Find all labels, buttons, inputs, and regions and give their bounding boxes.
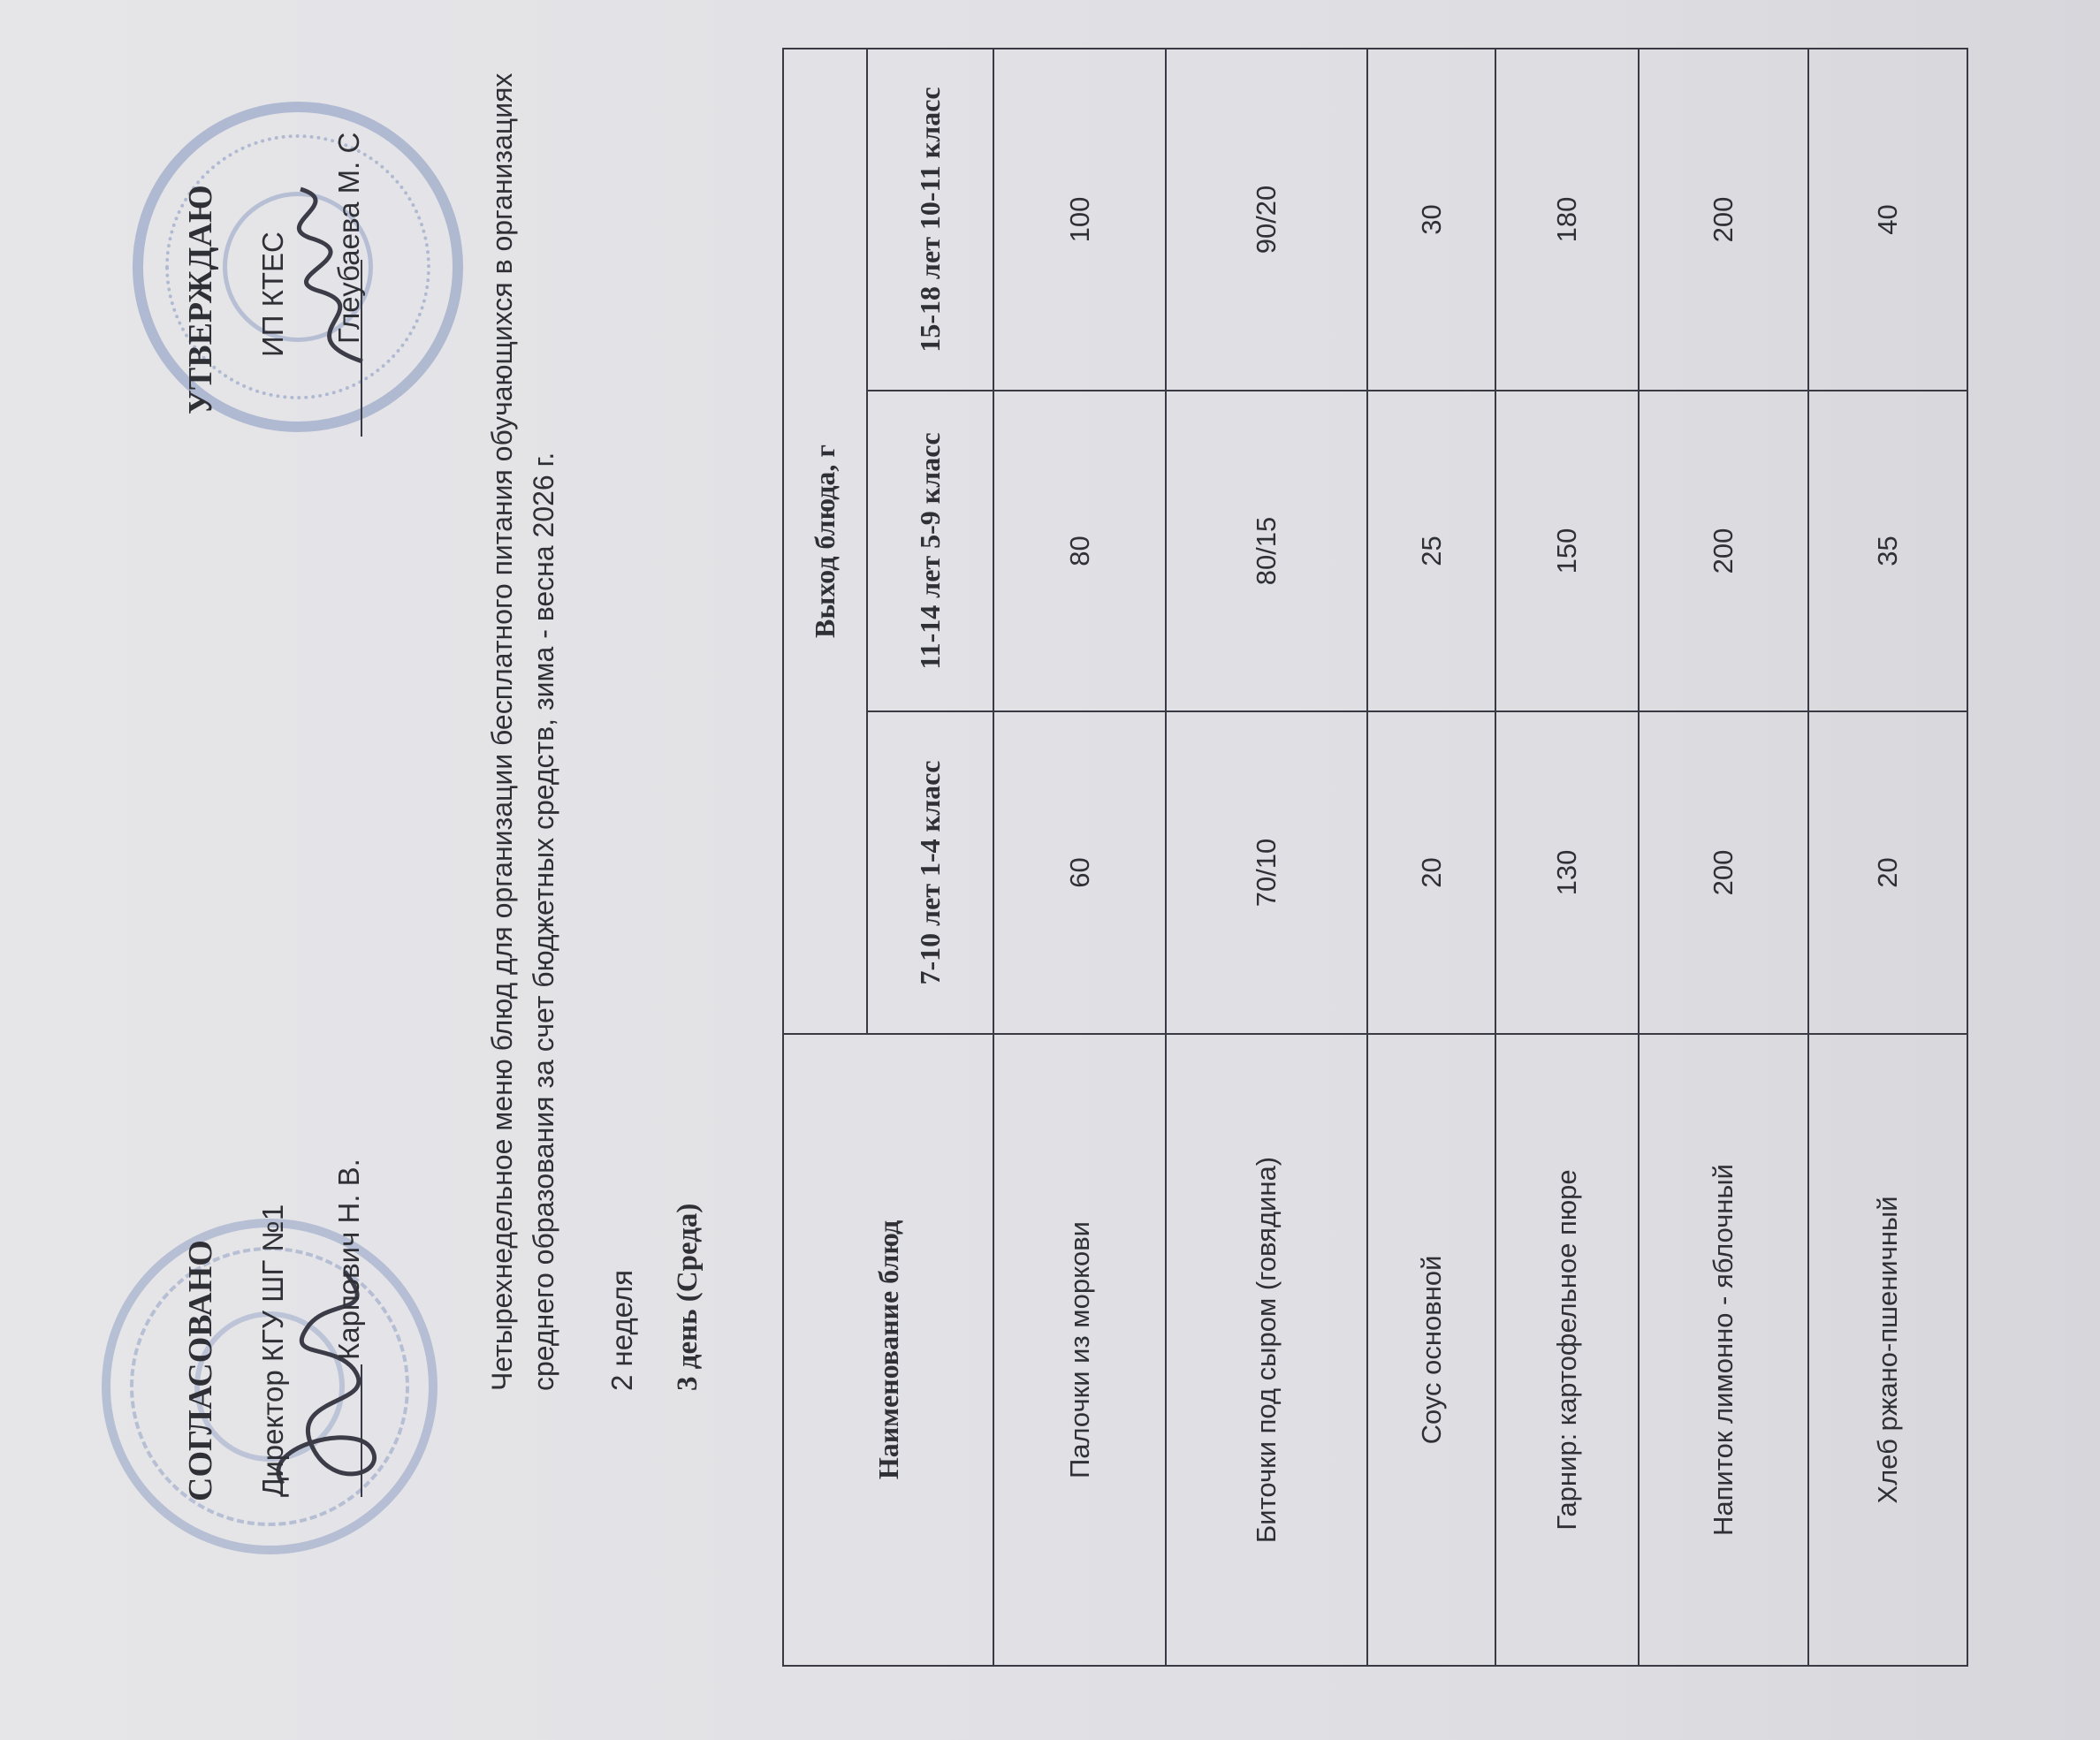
dish-name: Гарнир: картофельное пюре <box>1495 1034 1639 1666</box>
yield-value: 70/10 <box>1166 711 1367 1034</box>
table-row <box>1166 49 1367 1666</box>
yield-value: 60 <box>993 711 1166 1034</box>
agreed-signature-line <box>361 1364 362 1497</box>
table-row <box>993 49 1166 1666</box>
agreed-name: Карпович Н. В. <box>332 1159 365 1360</box>
yield-value: 80 <box>993 391 1166 711</box>
day-label: 3 день (Среда) <box>672 1203 704 1391</box>
table-row <box>1808 49 1967 1666</box>
dish-name-header: Наименование блюд <box>783 1034 993 1666</box>
yield-value: 100 <box>993 49 1166 391</box>
yield-value: 200 <box>1639 391 1808 711</box>
approved-name: Глеубаева М. С <box>332 132 365 344</box>
week-label: 2 неделя <box>605 1269 638 1391</box>
age-header-7-10: 7-10 лет 1-4 класс <box>867 711 993 1034</box>
table-row <box>1367 49 1495 1666</box>
age-header-11-14: 11-14 лет 5-9 класс <box>867 391 993 711</box>
menu-table <box>782 48 1968 1667</box>
yield-value: 40 <box>1808 49 1967 391</box>
yield-value: 150 <box>1495 391 1639 711</box>
yield-value: 180 <box>1495 49 1639 391</box>
dish-name: Палочки из моркови <box>993 1034 1166 1666</box>
approved-title: УТВЕРЖДАЮ <box>182 185 219 414</box>
yield-value: 35 <box>1808 391 1967 711</box>
yield-value: 90/20 <box>1166 49 1367 391</box>
table-header-row <box>783 49 867 1666</box>
yield-value: 30 <box>1367 49 1495 391</box>
approved-position: ИП КТЕС <box>256 232 289 357</box>
yield-value: 200 <box>1639 49 1808 391</box>
yield-value: 80/15 <box>1166 391 1367 711</box>
table-row <box>1495 49 1639 1666</box>
yield-value: 130 <box>1495 711 1639 1034</box>
yield-value: 20 <box>1808 711 1967 1034</box>
dish-name: Соус основной <box>1367 1034 1495 1666</box>
yield-header: Выход блюда, г <box>783 49 867 1034</box>
agreed-position: Директор КГУ ШГ №1 <box>256 1204 289 1497</box>
dish-name: Хлеб ржано-пшеничный <box>1808 1034 1967 1666</box>
yield-value: 25 <box>1367 391 1495 711</box>
dish-name: Напиток лимонно - яблочный <box>1639 1034 1808 1666</box>
yield-value: 200 <box>1639 711 1808 1034</box>
yield-value: 20 <box>1367 711 1495 1034</box>
age-header-15-18: 15-18 лет 10-11 класс <box>867 49 993 391</box>
menu-description: Четырехнедельное меню блюд для организации бесплатного питания обучающихся в организациях среднего образования за счет бюджетных средств, зима - весна 2026 г. <box>486 72 559 1391</box>
dish-name: Биточки под сыром (говядина) <box>1166 1034 1367 1666</box>
agreed-title: СОГЛАСОВАНО <box>182 1240 219 1501</box>
table-row <box>1639 49 1808 1666</box>
